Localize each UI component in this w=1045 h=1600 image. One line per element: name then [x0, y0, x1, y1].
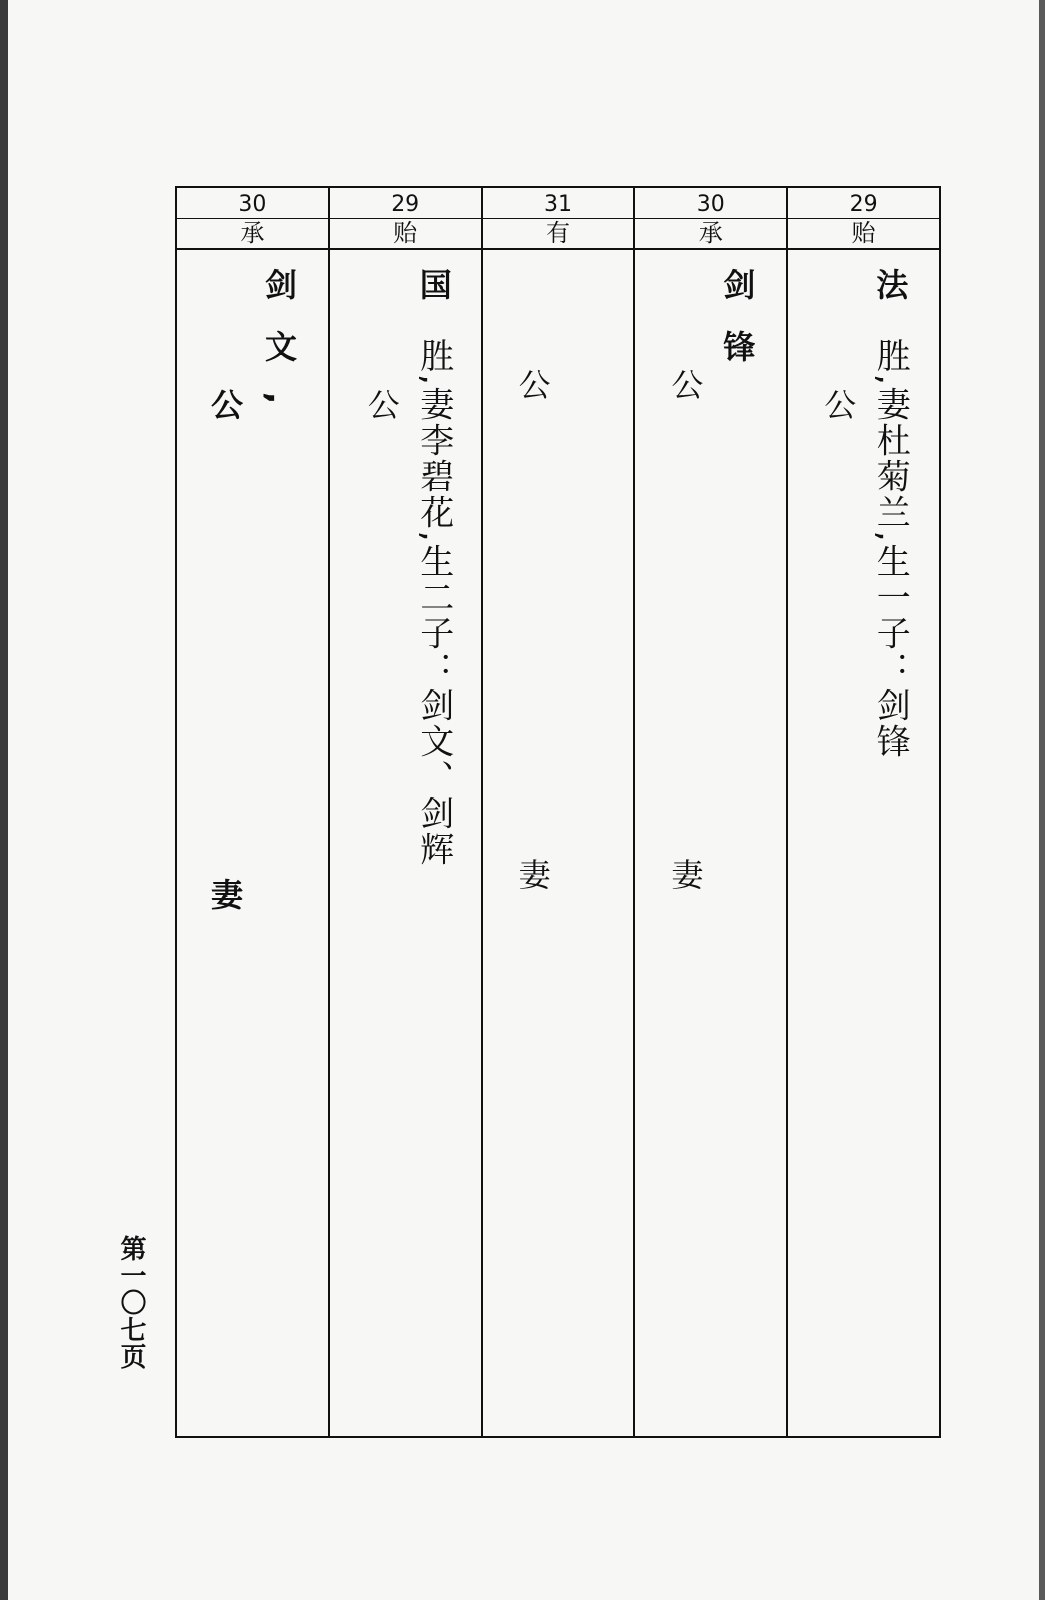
generation-number: 30 — [177, 188, 328, 219]
gong-label: 公 — [513, 368, 552, 400]
generation-column-4 — [633, 188, 786, 1436]
person-name: 剑锋 — [718, 268, 757, 392]
generation-character: 有 — [483, 219, 634, 250]
gong-label: 公 — [819, 388, 858, 420]
generation-character: 承 — [635, 219, 786, 250]
generation-number: 30 — [635, 188, 786, 219]
person-name: 剑文, — [260, 268, 298, 435]
generation-character: 贻 — [330, 219, 481, 250]
person-name: 法 — [871, 268, 910, 330]
generation-column-1 — [177, 188, 328, 1436]
gong-label: 公 — [666, 368, 705, 400]
person-biography: 胜,妻杜菊兰,生一子：剑锋 — [870, 338, 911, 760]
person-name: 国 — [414, 268, 453, 330]
generation-number: 29 — [330, 188, 481, 219]
genealogy-table — [175, 186, 941, 1438]
generation-character: 贻 — [788, 219, 939, 250]
generation-column-3 — [481, 188, 634, 1436]
generation-number: 29 — [788, 188, 939, 219]
qi-label: 妻 — [206, 878, 244, 940]
generation-character: 承 — [177, 219, 328, 250]
gong-label: 公 — [206, 388, 244, 450]
generation-column-5 — [786, 188, 939, 1436]
person-biography: 胜,妻李碧花,生二子：剑文、剑辉 — [413, 338, 454, 868]
page-number: 第一〇七页 — [116, 1235, 146, 1370]
scan-edge-left — [0, 0, 8, 1600]
gong-label: 公 — [362, 388, 401, 420]
scan-edge-right — [1039, 0, 1045, 1600]
qi-label: 妻 — [513, 858, 552, 890]
qi-label: 妻 — [666, 858, 705, 890]
generation-column-2 — [328, 188, 481, 1436]
generation-number: 31 — [483, 188, 634, 219]
